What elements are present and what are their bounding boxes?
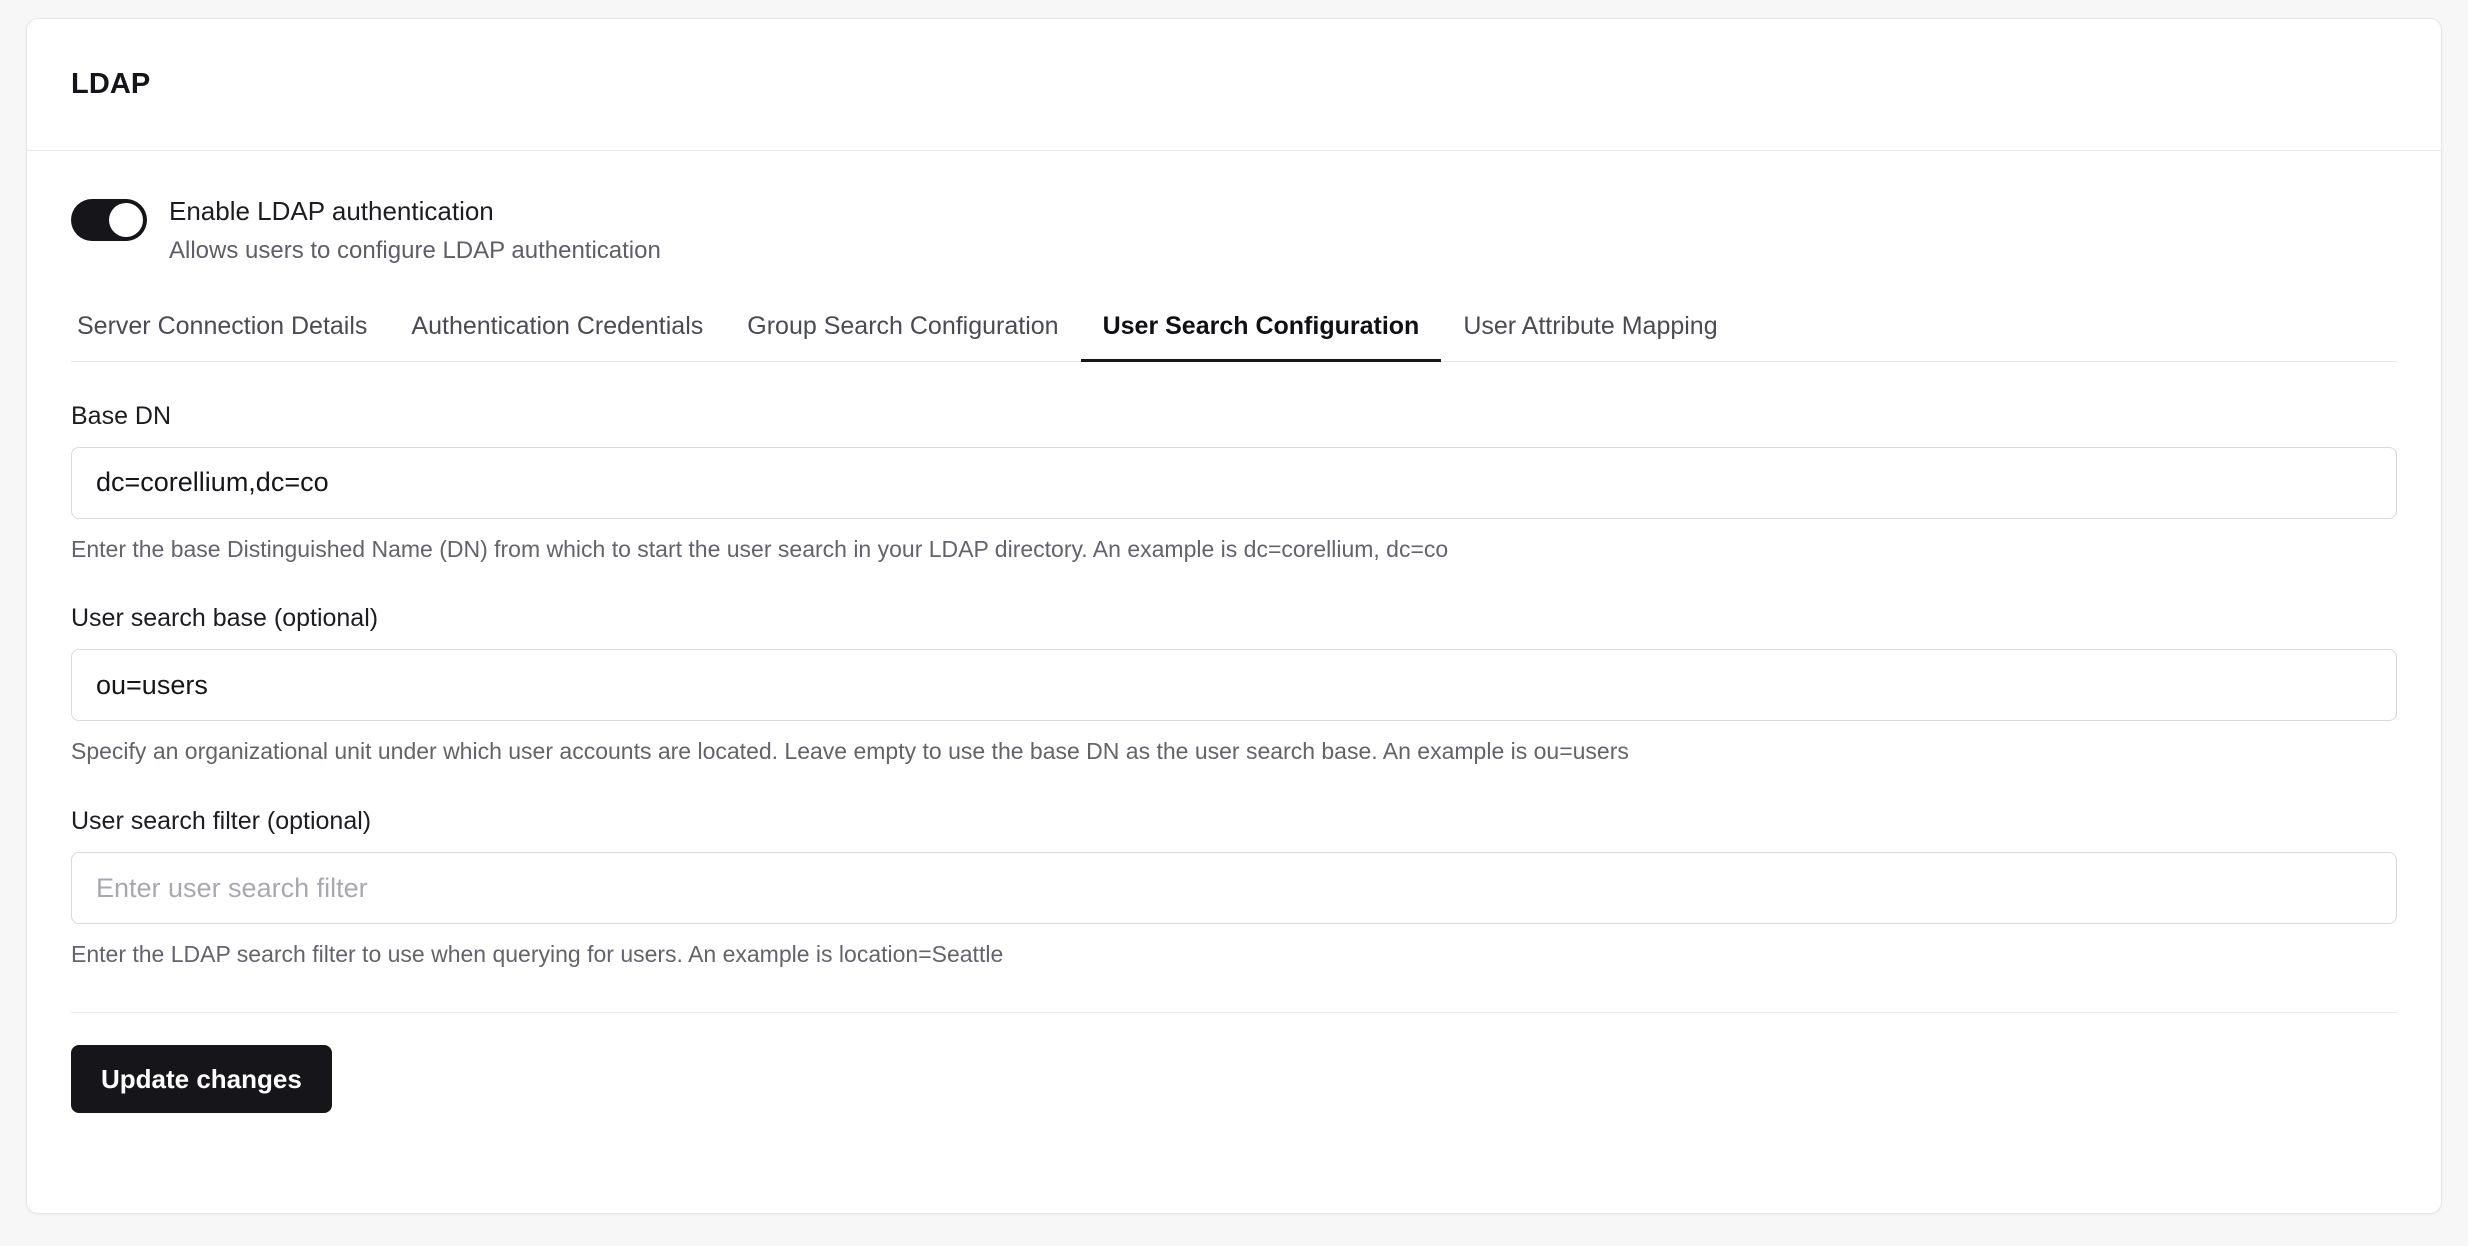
enable-ldap-text	[169, 195, 661, 266]
enable-ldap-toggle[interactable]	[71, 199, 147, 241]
user-search-base-label: User search base (optional)	[71, 604, 379, 633]
base-dn-help: Enter the base Distinguished Name (DN) from which to start the user search in your LDAP directory. An example is dc=corellium, dc=co	[71, 535, 1449, 562]
user-search-filter-label: User search filter (optional)	[71, 807, 372, 836]
user-search-filter-help: Enter the LDAP search filter to use when querying for users. An example is location=Seattle	[71, 941, 1004, 968]
base-dn-input[interactable]	[71, 447, 2397, 519]
tab-user-search-configuration[interactable]: User Search Configuration	[1081, 312, 1442, 362]
base-dn-label: Base DN	[71, 401, 172, 430]
field-base-dn	[71, 402, 2397, 565]
tab-server-connection-details[interactable]: Server Connection Details	[77, 311, 368, 340]
ldap-settings-card	[26, 18, 2442, 1214]
tab-authentication-credentials[interactable]: Authentication Credentials	[411, 311, 704, 340]
tab-bar	[71, 312, 2397, 362]
card-header	[27, 19, 2441, 151]
enable-ldap-description: Allows users to configure LDAP authentication	[169, 236, 661, 264]
toggle-knob-icon	[109, 203, 143, 237]
enable-ldap-row	[71, 195, 2397, 266]
field-user-search-filter	[71, 807, 2397, 970]
tab-user-attribute-mapping[interactable]: User Attribute Mapping	[1463, 311, 1718, 340]
tab-group-search-configuration[interactable]: Group Search Configuration	[747, 311, 1059, 340]
field-user-search-base	[71, 604, 2397, 767]
card-footer	[71, 1013, 2397, 1113]
page-title: LDAP	[71, 68, 151, 100]
update-changes-button[interactable]: Update changes	[71, 1045, 332, 1113]
card-body	[27, 151, 2441, 1113]
user-search-base-input[interactable]	[71, 649, 2397, 721]
user-search-base-help: Specify an organizational unit under which user accounts are located. Leave empty to use the base DN as the user search base. An example is ou=users	[71, 738, 1629, 765]
enable-ldap-label: Enable LDAP authentication	[169, 196, 494, 226]
user-search-filter-input[interactable]	[71, 852, 2397, 924]
